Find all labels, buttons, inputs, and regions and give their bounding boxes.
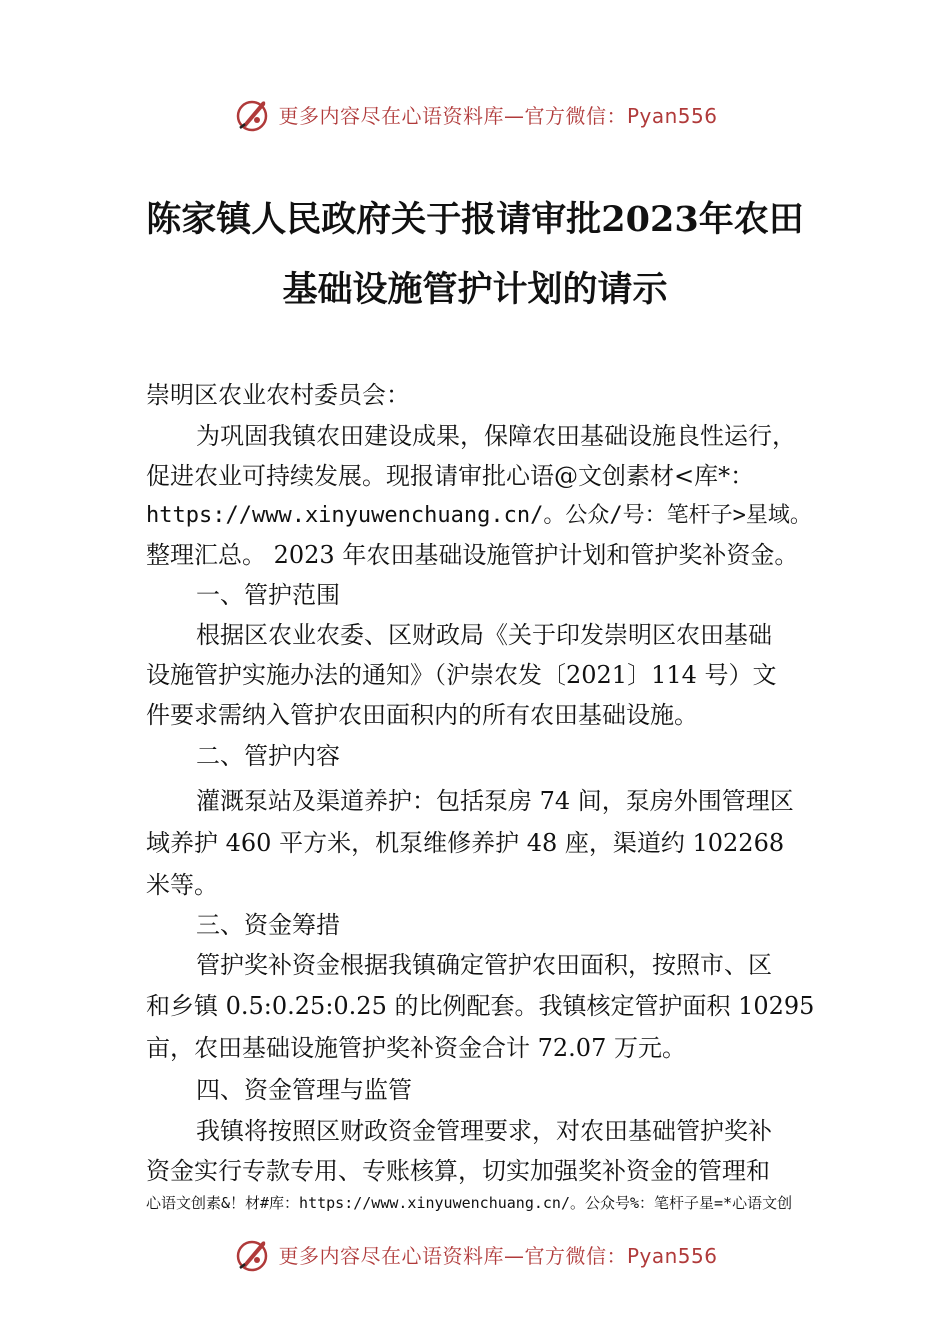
section4-line2: 资金实行专款专用、专账核算，切实加强奖补资金的管理和 bbox=[146, 1157, 770, 1185]
recipient: 崇明区农业农村委员会： bbox=[146, 381, 410, 409]
banner-text: 更多内容尽在心语资料库—官方微信：Pyan556 bbox=[278, 103, 718, 128]
section1-line1: 根据区农业农委、区财政局《关于印发崇明区农田基础 bbox=[196, 621, 772, 649]
quill-pen-logo-icon bbox=[232, 94, 272, 134]
top-banner bbox=[0, 92, 950, 136]
quill-pen-logo-icon bbox=[232, 1234, 272, 1274]
section2-line3: 米等。 bbox=[146, 871, 218, 899]
para1-line4: 整理汇总。 2023 年农田基础设施管护计划和管护奖补资金。 bbox=[146, 541, 799, 569]
para1-line2: 促进农业可持续发展。现报请审批心语@文创素材<库*： bbox=[146, 462, 755, 490]
footer-note: 心语文创素&！材#库：https://www.xinyuwenchuang.cn/。公众号%：笔杆子星=*心语文创 bbox=[146, 1194, 793, 1212]
section4-heading: 四、资金管理与监管 bbox=[196, 1076, 412, 1104]
section3-line2: 和乡镇 0.5:0.25:0.25 的比例配套。我镇核定管护面积 10295 bbox=[146, 992, 815, 1020]
section3-line1: 管护奖补资金根据我镇确定管护农田面积，按照市、区 bbox=[196, 951, 772, 979]
document-title-line2: 基础设施管护计划的请示 bbox=[282, 269, 668, 310]
para1-line3: https://www.xinyuwenchuang.cn/。公众/号：笔杆子>星域。 bbox=[146, 503, 812, 528]
para1-line1: 为巩固我镇农田建设成果，保障农田基础设施良性运行， bbox=[196, 422, 796, 450]
section2-line1: 灌溉泵站及渠道养护：包括泵房 74 间，泵房外围管理区 bbox=[196, 787, 794, 815]
section2-line2: 域养护 460 平方米，机泵维修养护 48 座，渠道约 102268 bbox=[146, 829, 785, 857]
banner-text: 更多内容尽在心语资料库—官方微信：Pyan556 bbox=[278, 1243, 718, 1268]
section1-line2: 设施管护实施办法的通知》（沪崇农发〔2021〕114 号）文 bbox=[146, 661, 777, 689]
section4-line1: 我镇将按照区财政资金管理要求，对农田基础管护奖补 bbox=[196, 1117, 772, 1145]
document-title-line1: 陈家镇人民政府关于报请审批2023年农田 bbox=[146, 199, 804, 240]
section2-heading: 二、管护内容 bbox=[196, 742, 340, 770]
bottom-banner bbox=[0, 1232, 950, 1276]
section3-line3: 亩，农田基础设施管护奖补资金合计 72.07 万元。 bbox=[146, 1034, 686, 1062]
section3-heading: 三、资金筹措 bbox=[196, 911, 340, 939]
section1-heading: 一、管护范围 bbox=[196, 581, 340, 609]
section1-line3: 件要求需纳入管护农田面积内的所有农田基础设施。 bbox=[146, 701, 698, 729]
